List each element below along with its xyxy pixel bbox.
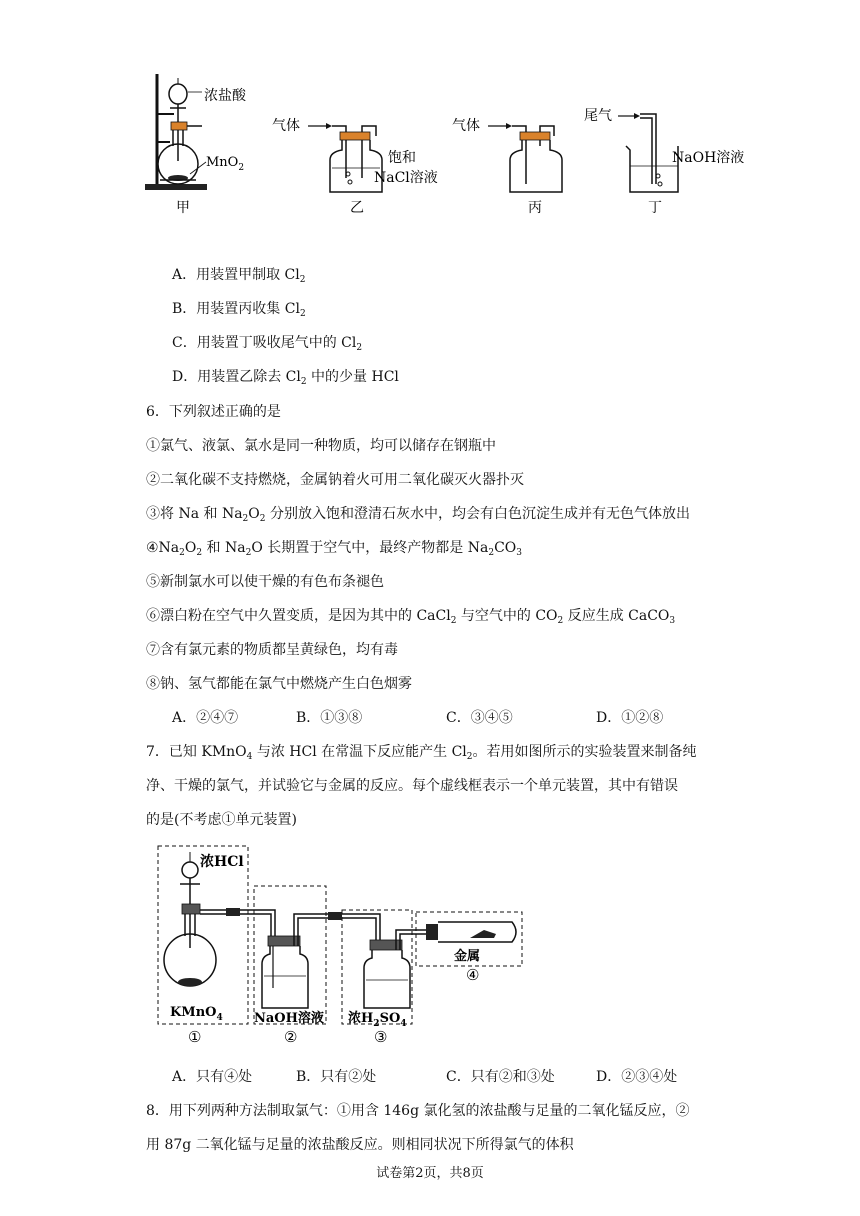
- q6-option-c: C．③④⑤: [446, 710, 513, 726]
- q7-apparatus-drawing: [150, 838, 530, 1048]
- q7-fig-h2so4-label: 浓$H_2SO_4$: [348, 1011, 407, 1029]
- q7-fig-hcl-label: 浓HCl: [200, 854, 244, 870]
- q7-fig-number-2: ②: [284, 1028, 298, 1046]
- q6-statement-2: ②二氧化碳不支持燃烧，金属钠着火可用二氧化碳灭火器扑灭: [146, 472, 524, 488]
- q7-fig-metal-label: 金属: [454, 949, 481, 964]
- q7-fig-kmno4-label: KMnO$_4$: [170, 1005, 223, 1023]
- yi-solution-label-1: 饱和: [388, 150, 416, 166]
- ding-label: 丁: [648, 200, 662, 216]
- q6-statement-5: ⑤新制氯水可以使干燥的有色布条褪色: [146, 574, 384, 590]
- q6-statement-6: ⑥漂白粉在空气中久置变质，是因为其中的 CaCl$_2$ 与空气中的 $CO_2$ 反应生成 CaCO$_3$: [146, 608, 676, 626]
- q7-stem-line-2: 净、干燥的氯气，并试验它与金属的反应。每个虚线框表示一个单元装置，其中有错误: [146, 778, 678, 794]
- q6-statement-4: $④Na_2O_2$ 和 $Na_2O$ 长期置于空气中，最终产物都是 $Na_2CO_3$: [146, 540, 522, 558]
- q5-option-d: D．用装置乙除去 $Cl_2$ 中的少量 HCl: [172, 369, 399, 387]
- q7-option-b: B．只有②处: [296, 1069, 377, 1085]
- q5-option-b: B．用装置丙收集 $Cl_2$: [172, 301, 306, 319]
- q5-option-c: C．用装置丁吸收尾气中的 $Cl_2$: [172, 335, 363, 353]
- q7-fig-number-1: ①: [188, 1028, 202, 1046]
- q6-statement-8: ⑧钠、氢气都能在氯气中燃烧产生白色烟雾: [146, 676, 412, 692]
- q8-stem-line-1: 8．用下列两种方法制取氯气：①用含 146g 氯化氢的浓盐酸与足量的二氧化锰反应，②: [146, 1103, 690, 1119]
- q6-statement-7: ⑦含有氯元素的物质都呈黄绿色，均有毒: [146, 642, 398, 658]
- bing-gas-label: 气体: [452, 118, 480, 134]
- jia-reagent-top-label: 浓盐酸: [204, 88, 246, 104]
- q7-apparatus-figure: [150, 838, 530, 1048]
- jia-label: 甲: [176, 200, 190, 216]
- q6-statement-3: ③将 Na 和 $Na_2O_2$ 分别放入饱和澄清石灰水中，均会有白色沉淀生成并有无色气体放出: [146, 506, 690, 524]
- ding-solution-label: NaOH溶液: [672, 150, 745, 166]
- q6-option-d: D．①②⑧: [596, 710, 664, 726]
- apparatus-figure-top: [140, 66, 760, 216]
- q7-option-c: C．只有②和③处: [446, 1069, 555, 1085]
- q7-option-d: D．②③④处: [596, 1069, 678, 1085]
- q5-option-a: A．用装置甲制取 $Cl_2$: [172, 267, 306, 285]
- jia-reagent-flask-label: MnO$_2$: [206, 155, 245, 173]
- apparatus-drawing: [140, 66, 760, 216]
- q6-stem: 6．下列叙述正确的是: [146, 404, 281, 420]
- page-footer: 试卷第2页，共8页: [376, 1166, 484, 1181]
- q7-fig-number-4: ④: [466, 966, 480, 984]
- q7-fig-naoh-label: NaOH溶液: [254, 1011, 324, 1026]
- q6-statement-1: ①氯气、液氯、氯水是同一种物质，均可以储存在钢瓶中: [146, 438, 496, 454]
- q7-stem-line-3: 的是(不考虑①单元装置): [146, 812, 297, 828]
- bing-label: 丙: [528, 200, 542, 216]
- q7-fig-number-3: ③: [374, 1028, 388, 1046]
- yi-gas-label: 气体: [272, 118, 300, 134]
- q6-option-b: B．①③⑧: [296, 710, 363, 726]
- yi-label: 乙: [350, 200, 364, 216]
- q8-stem-line-2: 用 87g 二氧化锰与足量的浓盐酸反应。则相同状况下所得氯气的体积: [146, 1137, 574, 1153]
- yi-solution-label-2: NaCl溶液: [374, 170, 438, 186]
- q7-option-a: A．只有④处: [172, 1069, 253, 1085]
- ding-gas-label: 尾气: [584, 108, 612, 124]
- q7-stem-line-1: 7．已知 KMnO$_4$ 与浓 HCl 在常温下反应能产生 $Cl_2$。若用如图所示的实验装置来制备纯: [146, 744, 697, 762]
- q6-option-a: A．②④⑦: [172, 710, 239, 726]
